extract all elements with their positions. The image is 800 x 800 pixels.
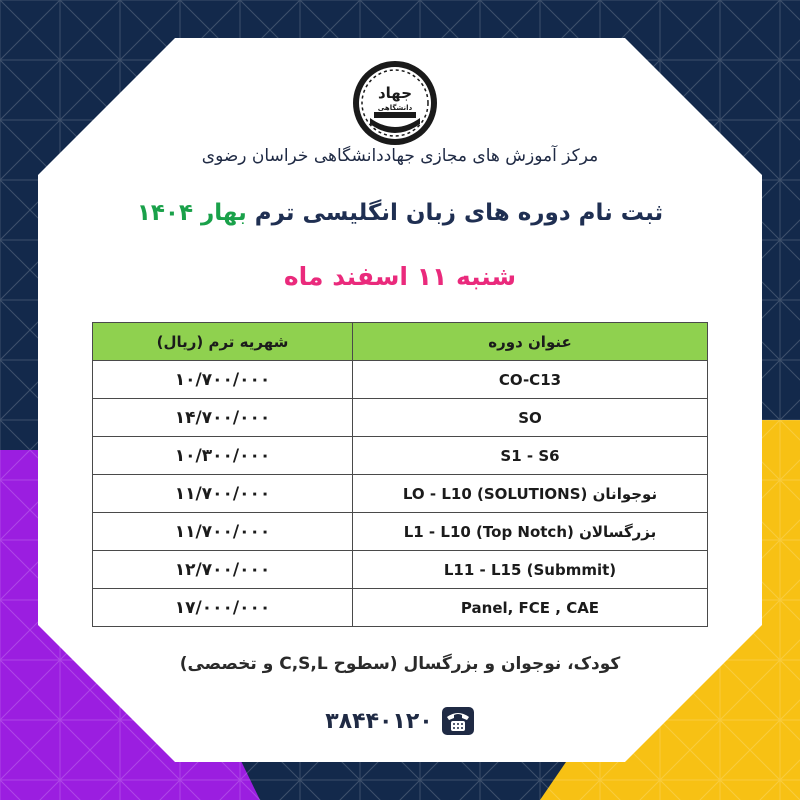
telephone-icon <box>441 706 475 736</box>
fee-cell: ۱۰/۳۰۰/۰۰۰ <box>93 437 353 475</box>
title-main: ثبت نام دوره های زبان انگلیسی ترم <box>254 200 664 226</box>
course-cell: Panel, FCE , CAE <box>353 589 708 627</box>
course-cell: LO - L10 (SOLUTIONS) نوجوانان <box>353 475 708 513</box>
phone-number: ۳۸۴۴۰۱۲۰ <box>325 708 433 734</box>
page-title <box>120 200 680 226</box>
course-cell: CO-C13 <box>353 361 708 399</box>
title-highlight: بهار ۱۴۰۴ <box>136 200 247 226</box>
course-cell: S1 - S6 <box>353 437 708 475</box>
course-cell: SO <box>353 399 708 437</box>
fee-cell: ۱۷/۰۰۰/۰۰۰ <box>93 589 353 627</box>
organization-name: مرکز آموزش های مجازی جهاددانشگاهی خراسان رضوی <box>201 146 599 166</box>
registration-date: شنبه ۱۱ اسفند ماه <box>283 262 517 291</box>
table-row <box>93 513 708 551</box>
column-header-course: عنوان دوره <box>353 323 708 361</box>
table-row <box>93 475 708 513</box>
table-row <box>93 551 708 589</box>
tuition-table <box>92 322 708 627</box>
fee-cell: ۱۲/۷۰۰/۰۰۰ <box>93 551 353 589</box>
table-row <box>93 361 708 399</box>
jahad-daneshgahi-logo <box>350 58 440 148</box>
levels-description: کودک، نوجوان و بزرگسال (سطوح C,S,L و تخصصی) <box>179 654 621 674</box>
table-row <box>93 399 708 437</box>
course-cell: L11 - L15 (Submmit) <box>353 551 708 589</box>
svg-text:جهاد: جهاد <box>377 84 413 102</box>
fee-cell: ۱۱/۷۰۰/۰۰۰ <box>93 513 353 551</box>
table-row <box>93 589 708 627</box>
table-header-row <box>93 323 708 361</box>
phone-contact <box>300 704 500 738</box>
table-row <box>93 437 708 475</box>
fee-cell: ۱۴/۷۰۰/۰۰۰ <box>93 399 353 437</box>
svg-text:دانشگاهی: دانشگاهی <box>377 104 413 112</box>
column-header-fee: شهریه ترم (ریال) <box>93 323 353 361</box>
course-cell: L1 - L10 (Top Notch) بزرگسالان <box>353 513 708 551</box>
fee-cell: ۱۱/۷۰۰/۰۰۰ <box>93 475 353 513</box>
fee-cell: ۱۰/۷۰۰/۰۰۰ <box>93 361 353 399</box>
